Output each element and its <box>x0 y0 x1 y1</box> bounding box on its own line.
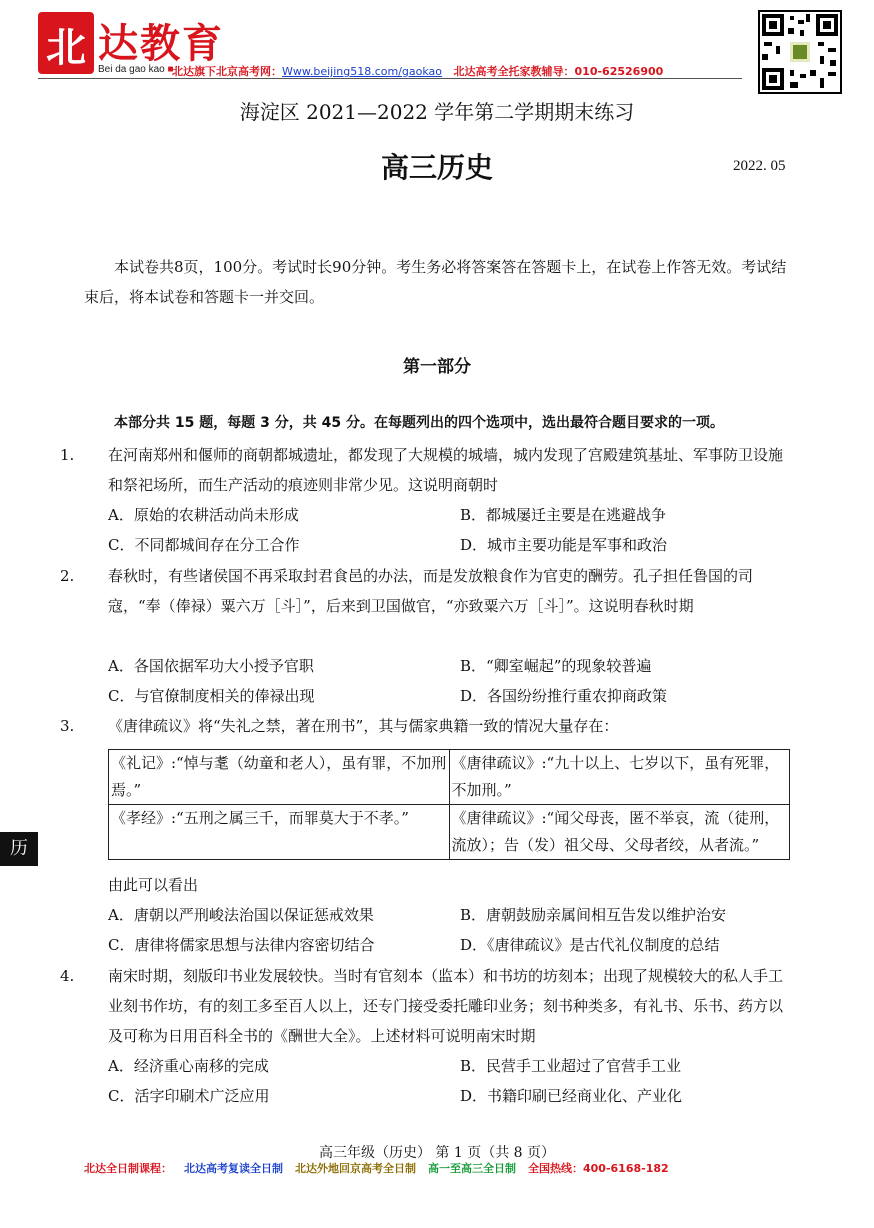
table-row <box>109 750 790 805</box>
options-row <box>108 930 792 960</box>
logo-glyph: 北 <box>46 25 86 71</box>
option-a[interactable]: A．经济重心南移的完成 <box>108 1057 269 1075</box>
question-stem: 《唐律疏议》将“失礼之禁，著在刑书”，其与儒家典籍一致的情况大量存在： <box>108 717 619 735</box>
question-3 <box>60 711 792 741</box>
option-d[interactable]: D．《唐律疏议》是古代礼仪制度的总结 <box>460 936 720 954</box>
header-info-suffix: 北达高考全托家教辅导：010-62526900 <box>453 65 664 78</box>
question-number: 1. <box>60 446 75 464</box>
options-row <box>108 1081 792 1111</box>
page-footer: 高三年级（历史） 第 1 页（共 8 页） <box>318 1145 556 1161</box>
qr-code-icon <box>758 10 842 94</box>
option-a[interactable]: A．各国依据军功大小授予官职 <box>108 657 314 675</box>
header-info <box>172 63 663 79</box>
exam-intro: 本试卷共8页，100分。考试时长90分钟。考生务必将答案答在答题卡上，在试卷上作答无效。考试结束后，将本试卷和答题卡一并交回。 <box>84 258 787 306</box>
header-info-prefix: 北达旗下北京高考网： <box>172 65 282 78</box>
option-b[interactable]: B．都城屡迁主要是在逃避战争 <box>460 506 667 524</box>
brand-logo <box>38 12 94 74</box>
question-number: 4. <box>60 967 75 985</box>
footer-link[interactable]: 高一至高三全日制 <box>428 1162 516 1175</box>
table-row <box>109 805 790 860</box>
question-stem: 春秋时，有些诸侯国不再采取封君食邑的办法，而是发放粮食作为官吏的酬劳。孔子担任鲁国的司寇，“奉（俸禄）粟六万［斗］”，后来到卫国做官，“亦致粟六万［斗］”。这说明春秋时期 <box>108 567 754 615</box>
footer-links <box>84 1160 681 1176</box>
footer-hotline: 全国热线：400-6168-182 <box>528 1162 669 1175</box>
options-row <box>108 681 792 711</box>
question-number: 2. <box>60 567 75 585</box>
table-cell: 《孝经》:“五刑之属三千，而罪莫大于不孝。” <box>109 805 450 860</box>
option-d[interactable]: D．各国纷纷推行重农抑商政策 <box>460 687 668 705</box>
options-row <box>108 530 792 560</box>
footer-link: 北达全日制课程： <box>84 1162 172 1175</box>
options-row <box>108 651 792 681</box>
footer-link[interactable]: 北达高考复读全日制 <box>184 1162 283 1175</box>
option-b[interactable]: B．“卿室崛起”的现象较普遍 <box>460 657 652 675</box>
option-c[interactable]: C．不同都城间存在分工合作 <box>108 536 300 554</box>
question-stem: 南宋时期，刻版印书业发展较快。当时有官刻本（监本）和书坊的坊刻本；出现了规模较大的私人手工业刻书作坊，有的刻工多至百人以上，还专门接受委托雕印业务；刻书种类多，有礼书、乐书、药方以及可称为日用百科全书的《酬世大全》。上述材料可说明南宋时期 <box>108 967 784 1045</box>
question-number: 3. <box>60 717 75 735</box>
option-c[interactable]: C．活字印刷术广泛应用 <box>108 1087 270 1105</box>
header-divider <box>38 78 742 79</box>
quote-table <box>108 749 790 860</box>
question-4 <box>60 961 792 1051</box>
subject-side-tab: 历 <box>0 832 38 866</box>
option-a[interactable]: A．唐朝以严刑峻法治国以保证惩戒效果 <box>108 906 374 924</box>
part-title: 第一部分 <box>403 357 471 377</box>
exam-title: 高三历史 <box>380 151 493 184</box>
option-b[interactable]: B．民营手工业超过了官营手工业 <box>460 1057 682 1075</box>
options-row <box>108 1051 792 1081</box>
logo-text: 达教育 <box>98 21 224 67</box>
table-cell: 《唐律疏议》:“九十以上、七岁以下，虽有死罪，不加刑。” <box>449 750 790 805</box>
question-followup: 由此可以看出 <box>108 876 199 894</box>
logo-subtitle: Bei da gao kao ■ <box>98 64 174 75</box>
option-a[interactable]: A．原始的农耕活动尚未形成 <box>108 506 299 524</box>
table-cell: 《礼记》:“悼与耄（幼童和老人），虽有罪，不加刑焉。” <box>109 750 450 805</box>
question-2 <box>60 561 792 621</box>
option-c[interactable]: C．与官僚制度相关的俸禄出现 <box>108 687 315 705</box>
part-description: 本部分共 15 题，每题 3 分，共 45 分。在每题列出的四个选项中，选出最符合题目要求的一项。 <box>114 415 724 431</box>
exam-subtitle: 海淀区 2021—2022 学年第二学期期末练习 <box>239 100 635 124</box>
option-c[interactable]: C．唐律将儒家思想与法律内容密切结合 <box>108 936 375 954</box>
header-link[interactable]: Www.beijing518.com/gaokao <box>282 65 443 78</box>
option-d[interactable]: D．城市主要功能是军事和政治 <box>460 536 668 554</box>
question-stem: 在河南郑州和偃师的商朝都城遗址，都发现了大规模的城墙，城内发现了宫殿建筑基址、军事防卫设施和祭祀场所，而生产活动的痕迹则非常少见。这说明商朝时 <box>108 446 784 494</box>
table-cell: 《唐律疏议》:“闻父母丧，匿不举哀，流（徒刑，流放）；告（发）祖父母、父母者绞，从者流。” <box>449 805 790 860</box>
option-b[interactable]: B．唐朝鼓励亲属间相互告发以维护治安 <box>460 906 727 924</box>
options-row <box>108 500 792 530</box>
question-1 <box>60 440 792 500</box>
options-row <box>108 900 792 930</box>
exam-date: 2022. 05 <box>733 158 786 174</box>
option-d[interactable]: D．书籍印刷已经商业化、产业化 <box>460 1087 683 1105</box>
footer-link[interactable]: 北达外地回京高考全日制 <box>295 1162 416 1175</box>
